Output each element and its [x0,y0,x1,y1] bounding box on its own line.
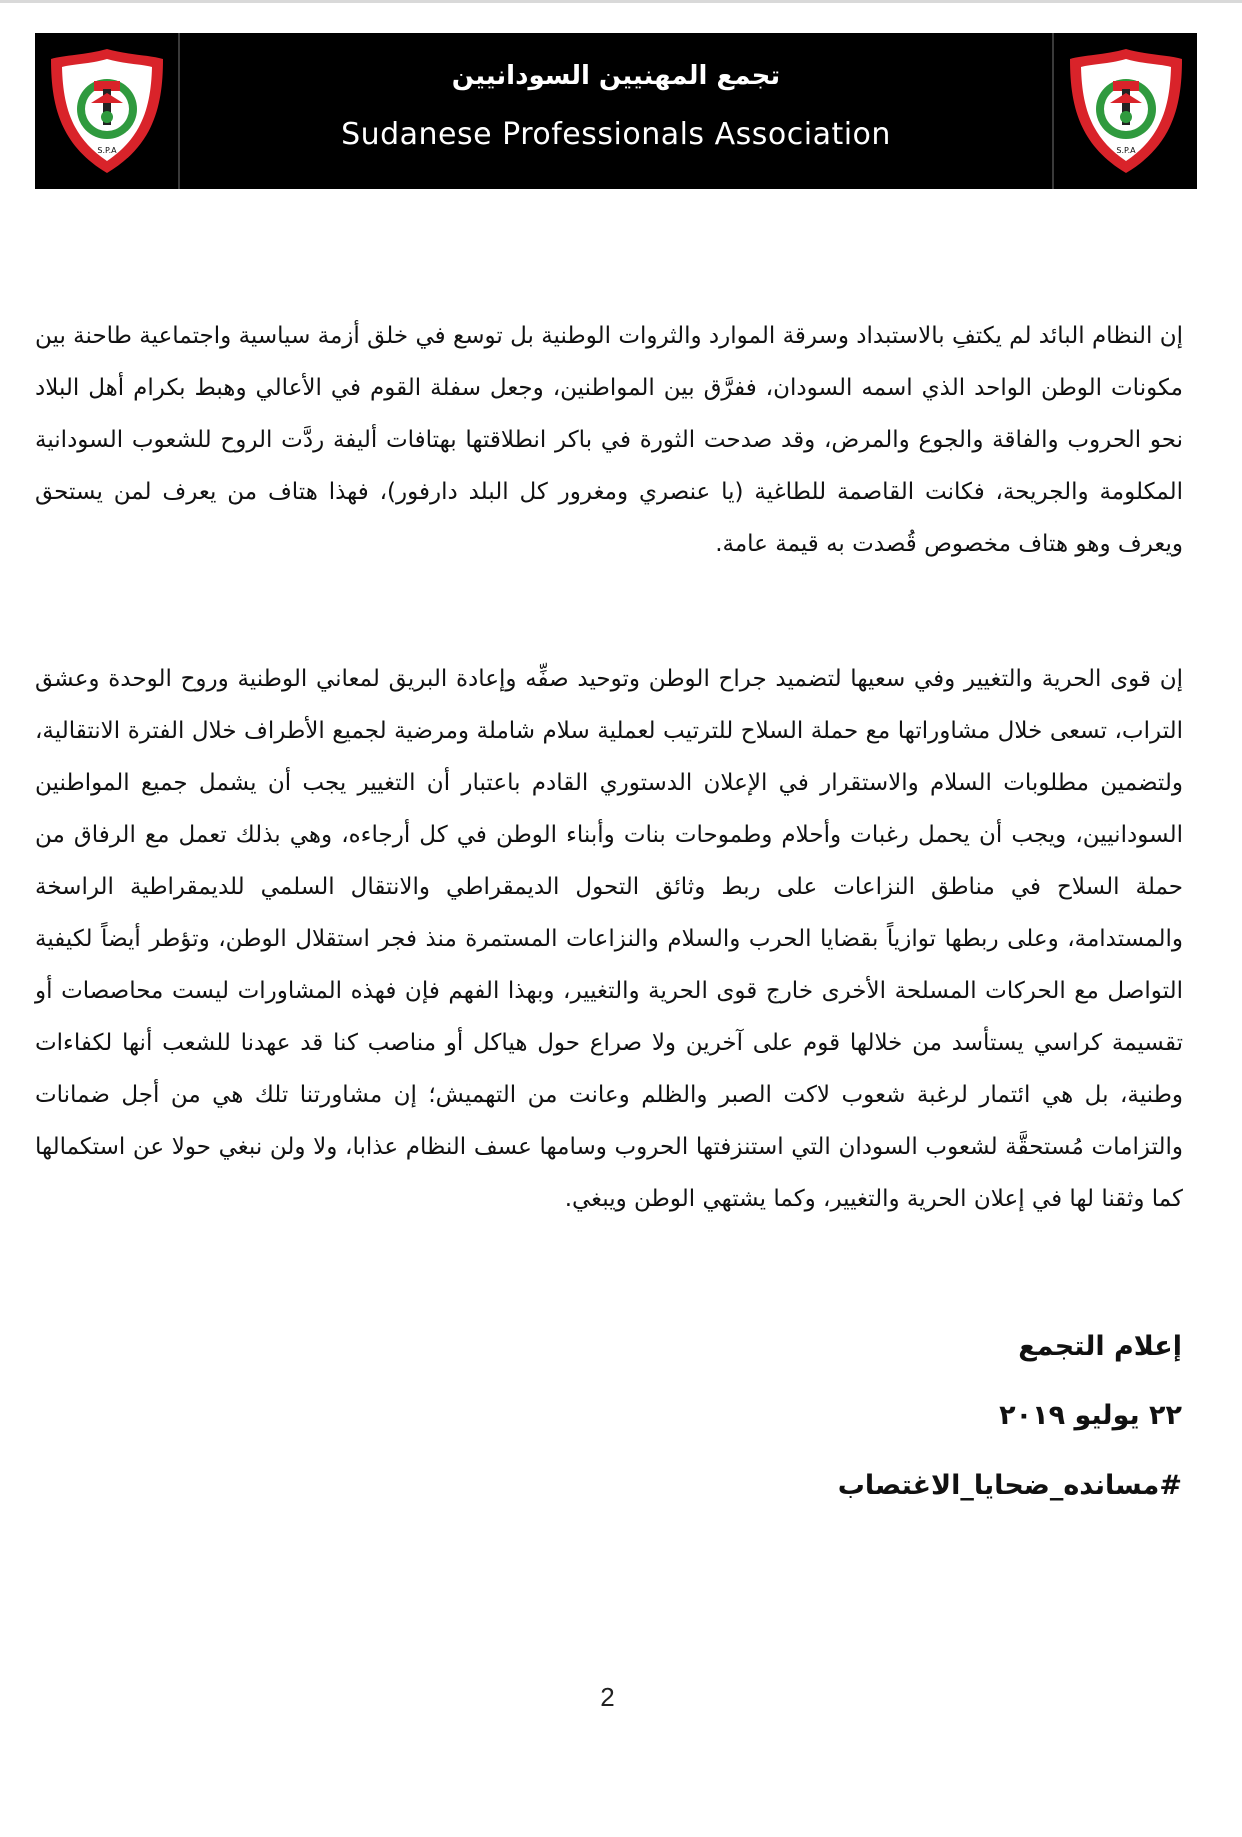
paragraph-2: إن قوى الحرية والتغيير وفي سعيها لتضميد جراح الوطن وتوحيد صفِّه وإعادة البريق لمعاني الوطنية وروح الوحدة وعشق التراب، تسعى خلال مشاوراتها مع حملة السلاح للترتيب لعملية سلام شاملة ومرضية لجميع الأطراف خلال الفترة الانتقالية، ولتضمين مطلوبات السلام والاستقرار في الإعلان الدستوري القادم باعتبار أن التغيير يجب أن يشمل جميع المواطنين السودانيين، ويجب أن يحمل رغبات وأحلام وطموحات بنات وأبناء الوطن في كل أرجاءه، وهي بذلك تعمل مع الرفاق من حملة السلاح في مناطق النزاعات على ربط وثائق التحول الديمقراطي والانتقال السلمي للديمقراطية الراسخة والمستدامة، وعلى ربطها توازياً بقضايا الحرب والسلام والنزاعات المستمرة منذ فجر استقلال الوطن، وتؤطر أيضاً لكيفية التواصل مع الحركات المسلحة الأخرى خارج قوى الحرية والتغيير، وبهذا الفهم فإن فهذه المشاورات ليست محاصصات أو تقسيمة كراسي يستأسد من خلالها قوم على آخرين ولا صراع حول هياكل أو مناصب كنا قد عهدنا للشعب أنها لكفاءات وطنية، بل هي ائتمار لرغبة شعوب لاكت الصبر والظلم وعانت من التهميش؛ إن مشاورتنا تلك هي من أجل ضمانات والتزامات مُستحقَّة لشعوب السودان التي استنزفتها الحروب وسامها عسف النظام عذابا، ولا ولن نبغي حولا عن استكمالها كما وثقنا لها في إعلان الحرية والتغيير، وكما يشتهي الوطن ويبغي. [35,666,1183,1212]
signature-date: ٢٢ يوليو ٢٠١٩ [999,1400,1182,1431]
top-divider [0,0,1242,3]
letterhead-banner [35,33,1197,189]
svg-text:S.P.A: S.P.A [96,146,117,155]
spa-shield-logo-icon [46,45,168,177]
svg-text:S.P.A: S.P.A [1115,146,1136,155]
logo-right [1052,33,1197,189]
paragraph-1: إن النظام البائد لم يكتفِ بالاستبداد وسرقة الموارد والثروات الوطنية بل توسع في خلق أزمة سياسية واجتماعية طاحنة بين مكونات الوطن الواحد الذي اسمه السودان، ففرَّق بين المواطنين، وجعل سفلة القوم في الأعالي وهبط بكرام أهل البلاد نحو الحروب والفاقة والجوع والمرض، وقد صدحت الثورة في باكر انطلاقتها بهتافات أليفة ردَّت الروح للشعوب السودانية المكلومة والجريحة، فكانت القاصمة للطاغية (يا عنصري ومغرور كل البلد دارفور)، فهذا هتاف من يعرف لمن يستحق ويعرف وهو هتاف مخصوص قُصدت به قيمة عامة. [35,323,1183,557]
organization-name-arabic: تجمع المهنيين السودانيين [451,60,781,91]
organization-name-english: Sudanese Professionals Association [341,116,891,152]
signature-hashtag[interactable]: #مسانده_ضحايا_الاغتصاب [837,1470,1182,1501]
logo-left [35,33,180,189]
page-number: 2 [600,1682,615,1712]
spa-shield-logo-icon [1065,45,1187,177]
signature-issuer: إعلام التجمع [1018,1331,1182,1362]
letterhead-titles [180,33,1052,189]
